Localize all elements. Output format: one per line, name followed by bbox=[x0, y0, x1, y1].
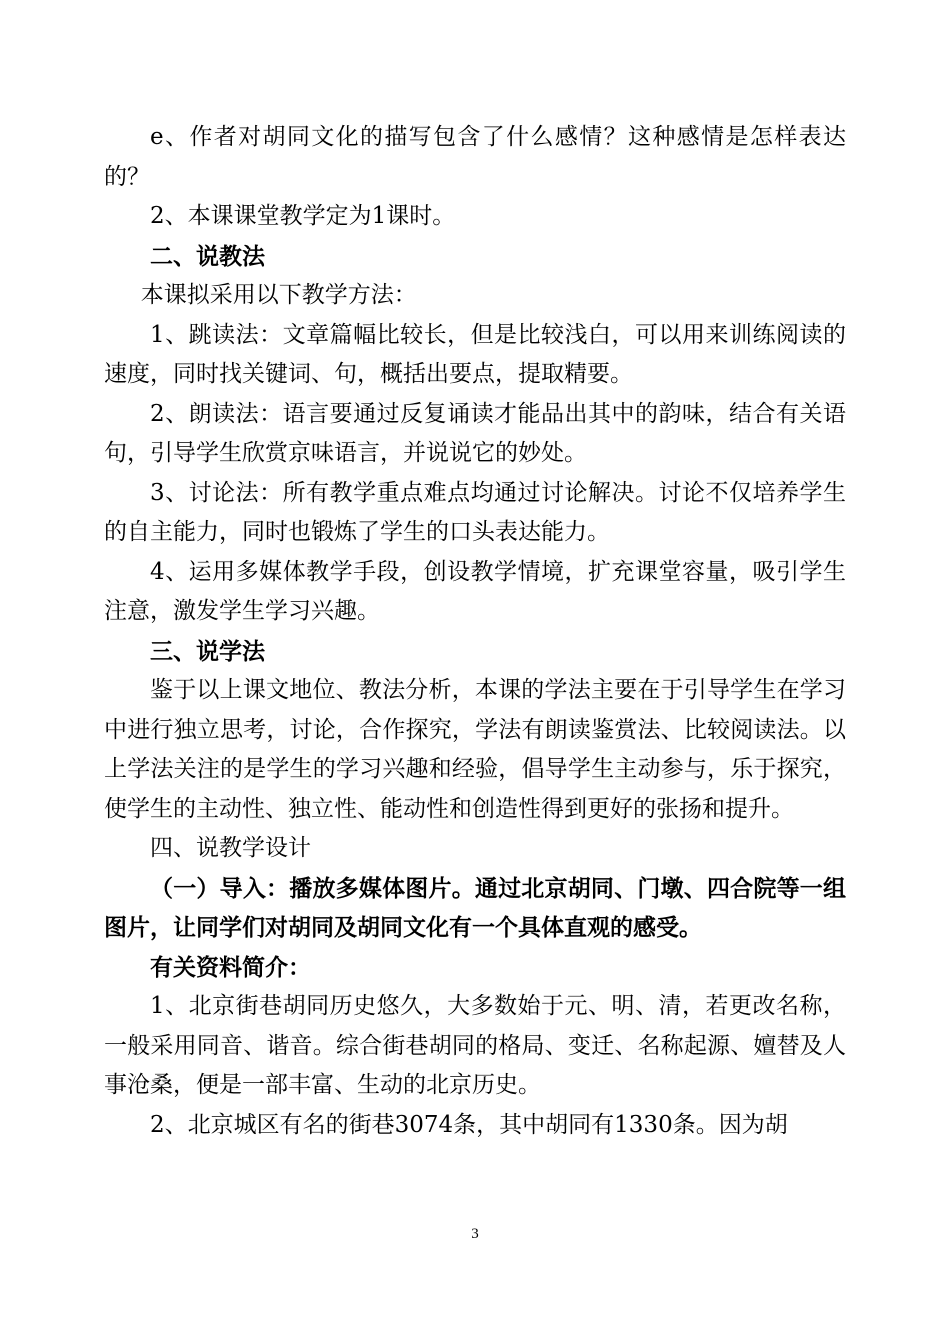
section-heading-teaching-design: 四、说教学设计 bbox=[150, 835, 311, 861]
question-e-paragraph: e、作者对胡同文化的描写包含了什么感情？这种感情是怎样表达的？ bbox=[104, 124, 846, 190]
document-body bbox=[104, 118, 846, 1145]
learning-methods-paragraph: 鉴于以上课文地位、教法分析，本课的学法主要在于引导学生在学习中进行独立思考，讨论，合作探究，学法有朗读鉴赏法、比较阅读法。以上学法关注的是学生的学习兴趣和经验，倡导学生主动参与，乐于探究，使学生的主动性、独立性、能动性和创造性得到更好的张扬和提升。 bbox=[104, 677, 846, 822]
lesson-hours-paragraph: 2、本课课堂教学定为1课时。 bbox=[150, 203, 456, 229]
material-2-paragraph: 2、北京城区有名的街巷3074条，其中胡同有1330条。因为胡 bbox=[150, 1111, 788, 1138]
method-3-paragraph: 3、讨论法：所有教学重点难点均通过讨论解决。讨论不仅培养学生的自主能力，同时也锻炼了学生的口头表达能力。 bbox=[104, 479, 846, 545]
methods-intro-paragraph: 本课拟采用以下教学方法： bbox=[140, 282, 417, 308]
method-2-paragraph: 2、朗读法：语言要通过反复诵读才能品出其中的韵味，结合有关语句，引导学生欣赏京味语言，并说说它的妙处。 bbox=[104, 400, 846, 466]
method-4-paragraph: 4、运用多媒体教学手段，创设教学情境，扩充课堂容量，吸引学生注意，激发学生学习兴趣。 bbox=[104, 558, 846, 624]
section-heading-teaching-methods: 二、说教法 bbox=[150, 242, 265, 270]
materials-heading: 有关资料简介： bbox=[150, 953, 311, 981]
introduction-paragraph: （一）导入：播放多媒体图片。通过北京胡同、门墩、四合院等一组图片，让同学们对胡同及胡同文化有一个具体直观的感受。 bbox=[104, 874, 846, 941]
method-1-paragraph: 1、跳读法：文章篇幅比较长，但是比较浅白，可以用来训练阅读的速度，同时找关键词、句，概括出要点，提取精要。 bbox=[104, 321, 846, 387]
section-heading-learning-methods: 三、说学法 bbox=[150, 637, 265, 665]
page-number: 3 bbox=[471, 1226, 479, 1242]
material-1-paragraph: 1、北京街巷胡同历史悠久，大多数始于元、明、清，若更改名称，一般采用同音、谐音。综合街巷胡同的格局、变迁、名称起源、嬗替及人事沧桑，便是一部丰富、生动的北京历史。 bbox=[104, 993, 846, 1098]
